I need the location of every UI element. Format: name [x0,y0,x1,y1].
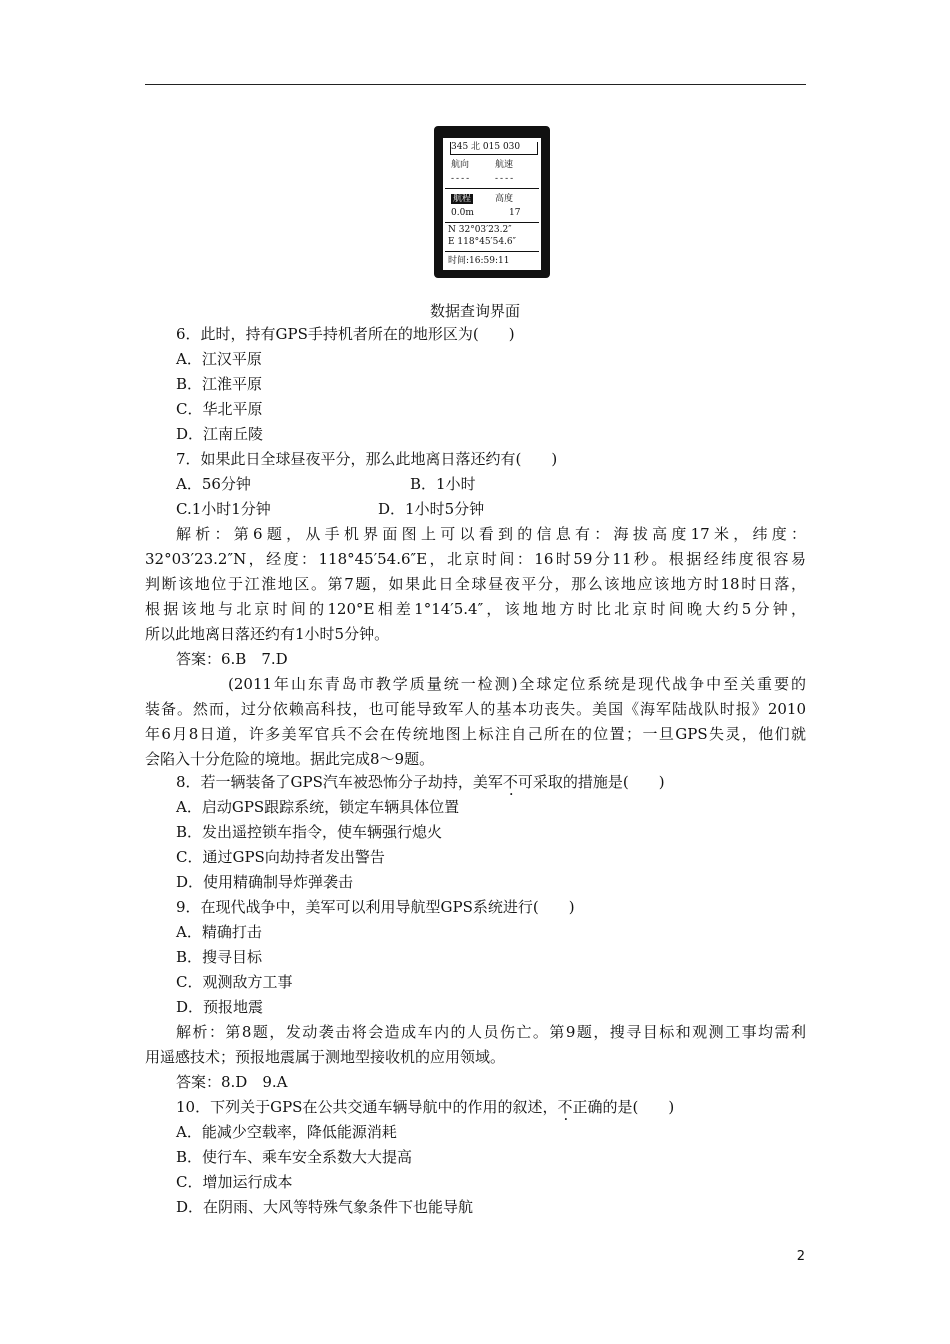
q7-option-a: A．56分钟 [176,475,251,493]
q9-option-c: C．观测敌方工事 [176,973,293,991]
screen-divider-2 [445,222,539,223]
q8-stem-post: 可采取的措施是( ) [517,773,665,791]
q7-option-c: C.1小时1分钟 [176,500,271,518]
answer-1: 答案：6.B 7.D [176,650,288,668]
analysis-2-line-2: 用遥感技术；预报地震属于测地型接收机的应用领域。 [145,1048,506,1066]
q9-option-d: D．预报地震 [176,998,264,1016]
q6-option-d: D．江南丘陵 [176,425,264,443]
header-rule [145,84,806,85]
q6-option-a: A．江汉平原 [176,350,262,368]
screen-divider-3 [445,251,539,252]
q8-emphasis: 不 [502,773,518,791]
compass-text: 345 北 015 030 [451,142,521,152]
passage-line-4: 会陷入十分危险的境地。据此完成8～9题。 [145,750,435,768]
latitude-readout: N 32°03′23.2″ [448,225,512,235]
distance-label-wrap [451,194,473,205]
gps-screen [443,138,541,270]
screen-divider [445,188,539,189]
passage-line-1: (2011年山东青岛市教学质量统一检测)全球定位系统是现代战争中至关重要的 [228,675,806,693]
q8-stem-pre: 8．若一辆装备了GPS汽车被恐怖分子劫持，美军 [176,773,503,791]
analysis-1-line-1: 解析：第6题，从手机界面图上可以看到的信息有：海拔高度17米，纬度： [176,525,806,543]
q8-option-b: B．发出遥控锁车指令，使车辆强行熄火 [176,823,443,841]
distance-value: 0.0m [451,208,474,218]
heading-value: ---- [451,174,472,184]
speed-value: ---- [495,174,516,184]
gps-device-figure [434,126,550,278]
speed-label: 航速 [495,160,514,170]
analysis-2 [145,1020,806,1070]
figure-caption: 数据查询界面 [429,302,520,320]
analysis-1-line-5: 所以此地离日落还约有1小时5分钟。 [145,625,390,643]
compass-strip [450,142,538,155]
altitude-label: 高度 [495,194,514,204]
analysis-1-line-4: 根据该地与北京时间的120°E相差1°14′5.4″，该地地方时比北京时间晚大约5分钟， [145,600,806,618]
time-readout: 时间:16:59:11 [448,256,510,266]
passage-line-2: 装备。然而，过分依赖高科技，也可能导致军人的基本功丧失。美国《海军陆战队时报》2010 [145,700,806,718]
q8-option-d: D．使用精确制导炸弹袭击 [176,873,354,891]
q6-option-c: C．华北平原 [176,400,263,418]
q9-option-b: B．搜寻目标 [176,948,263,966]
analysis-2-line-1: 解析：第8题，发动袭击将会造成车内的人员伤亡。第9题，搜寻目标和观测工事均需利 [176,1023,806,1041]
q10-stem [176,1095,674,1120]
passage [145,672,806,772]
q9-stem: 9．在现代战争中，美军可以利用导航型GPS系统进行( ) [176,898,575,916]
distance-label: 航程 [453,194,472,204]
q10-stem-post: 正确的是( ) [572,1098,675,1116]
q10-option-c: C．增加运行成本 [176,1173,293,1191]
q7-option-b: B．1小时 [410,475,476,493]
q6-option-b: B．江淮平原 [176,375,263,393]
analysis-1 [145,522,806,647]
q10-option-b: B．使行车、乘车安全系数大大提高 [176,1148,413,1166]
q8-stem [176,770,665,795]
q6-stem: 6．此时，持有GPS手持机者所在的地形区为( ) [176,325,515,343]
q7-option-d: D．1小时5分钟 [378,500,485,518]
q10-option-d: D．在阴雨、大风等特殊气象条件下也能导航 [176,1198,474,1216]
q10-option-a: A．能减少空载率，降低能源消耗 [176,1123,397,1141]
q10-emphasis: 不 [557,1098,573,1116]
q9-option-a: A．精确打击 [176,923,262,941]
heading-label: 航向 [451,160,470,170]
answer-2: 答案：8.D 9.A [176,1073,288,1091]
q8-option-c: C．通过GPS向劫持者发出警告 [176,848,385,866]
altitude-value: 17 [509,208,521,218]
q7-stem: 7．如果此日全球昼夜平分，那么此地离日落还约有( ) [176,450,558,468]
analysis-1-line-2: 32°03′23.2″N，经度：118°45′54.6″E，北京时间：16时59分11秒。根据经纬度很容易 [145,550,806,568]
longitude-readout: E 118°45′54.6″ [448,237,517,247]
passage-line-3: 年6月8日道，许多美军官兵不会在传统地图上标注自己所在的位置；一旦GPS失灵，他们就 [145,725,806,743]
page-number: 2 [796,1249,805,1264]
analysis-1-line-3: 判断该地位于江淮地区。第7题，如果此日全球昼夜平分，那么该地应该地方时18时日落， [145,575,806,593]
q10-stem-pre: 10．下列关于GPS在公共交通车辆导航中的作用的叙述， [176,1098,558,1116]
q8-option-a: A．启动GPS跟踪系统，锁定车辆具体位置 [176,798,460,816]
